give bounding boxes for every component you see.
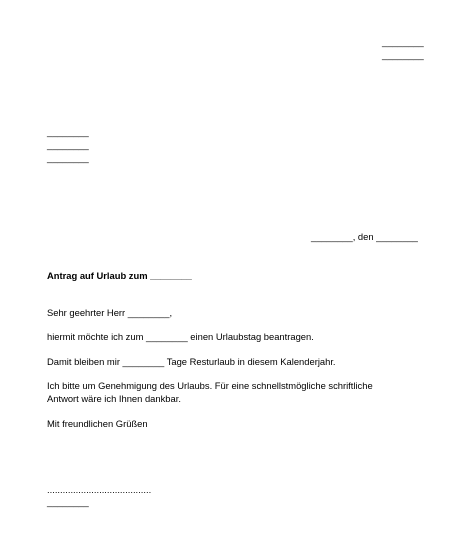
closing-greeting: Mit freundlichen Grüßen	[47, 418, 148, 429]
body-paragraph-1: hiermit möchte ich zum ________ einen Urlaubstag beantragen.	[47, 331, 314, 342]
sender-line-2: ________	[382, 49, 424, 60]
body-paragraph-2: Damit bleiben mir ________ Tage Resturlaub in diesem Kalenderjahr.	[47, 356, 336, 367]
recipient-line-3: ________	[47, 152, 89, 163]
salutation: Sehr geehrter Herr ________,	[47, 307, 173, 318]
sender-line-1: ________	[382, 36, 424, 47]
subject-line: Antrag auf Urlaub zum ________	[47, 270, 192, 281]
signature-name: ________	[47, 496, 89, 507]
place-date-line: ________, den ________	[311, 231, 418, 242]
recipient-line-1: ________	[47, 126, 89, 137]
recipient-line-2: ________	[47, 139, 89, 150]
body-paragraph-3-line-2: Antwort wäre ich Ihnen dankbar.	[47, 393, 181, 404]
body-paragraph-3-line-1: Ich bitte um Genehmigung des Urlaubs. Für eine schnellstmögliche schriftliche	[47, 380, 373, 391]
signature-line: ........................................	[47, 484, 152, 495]
